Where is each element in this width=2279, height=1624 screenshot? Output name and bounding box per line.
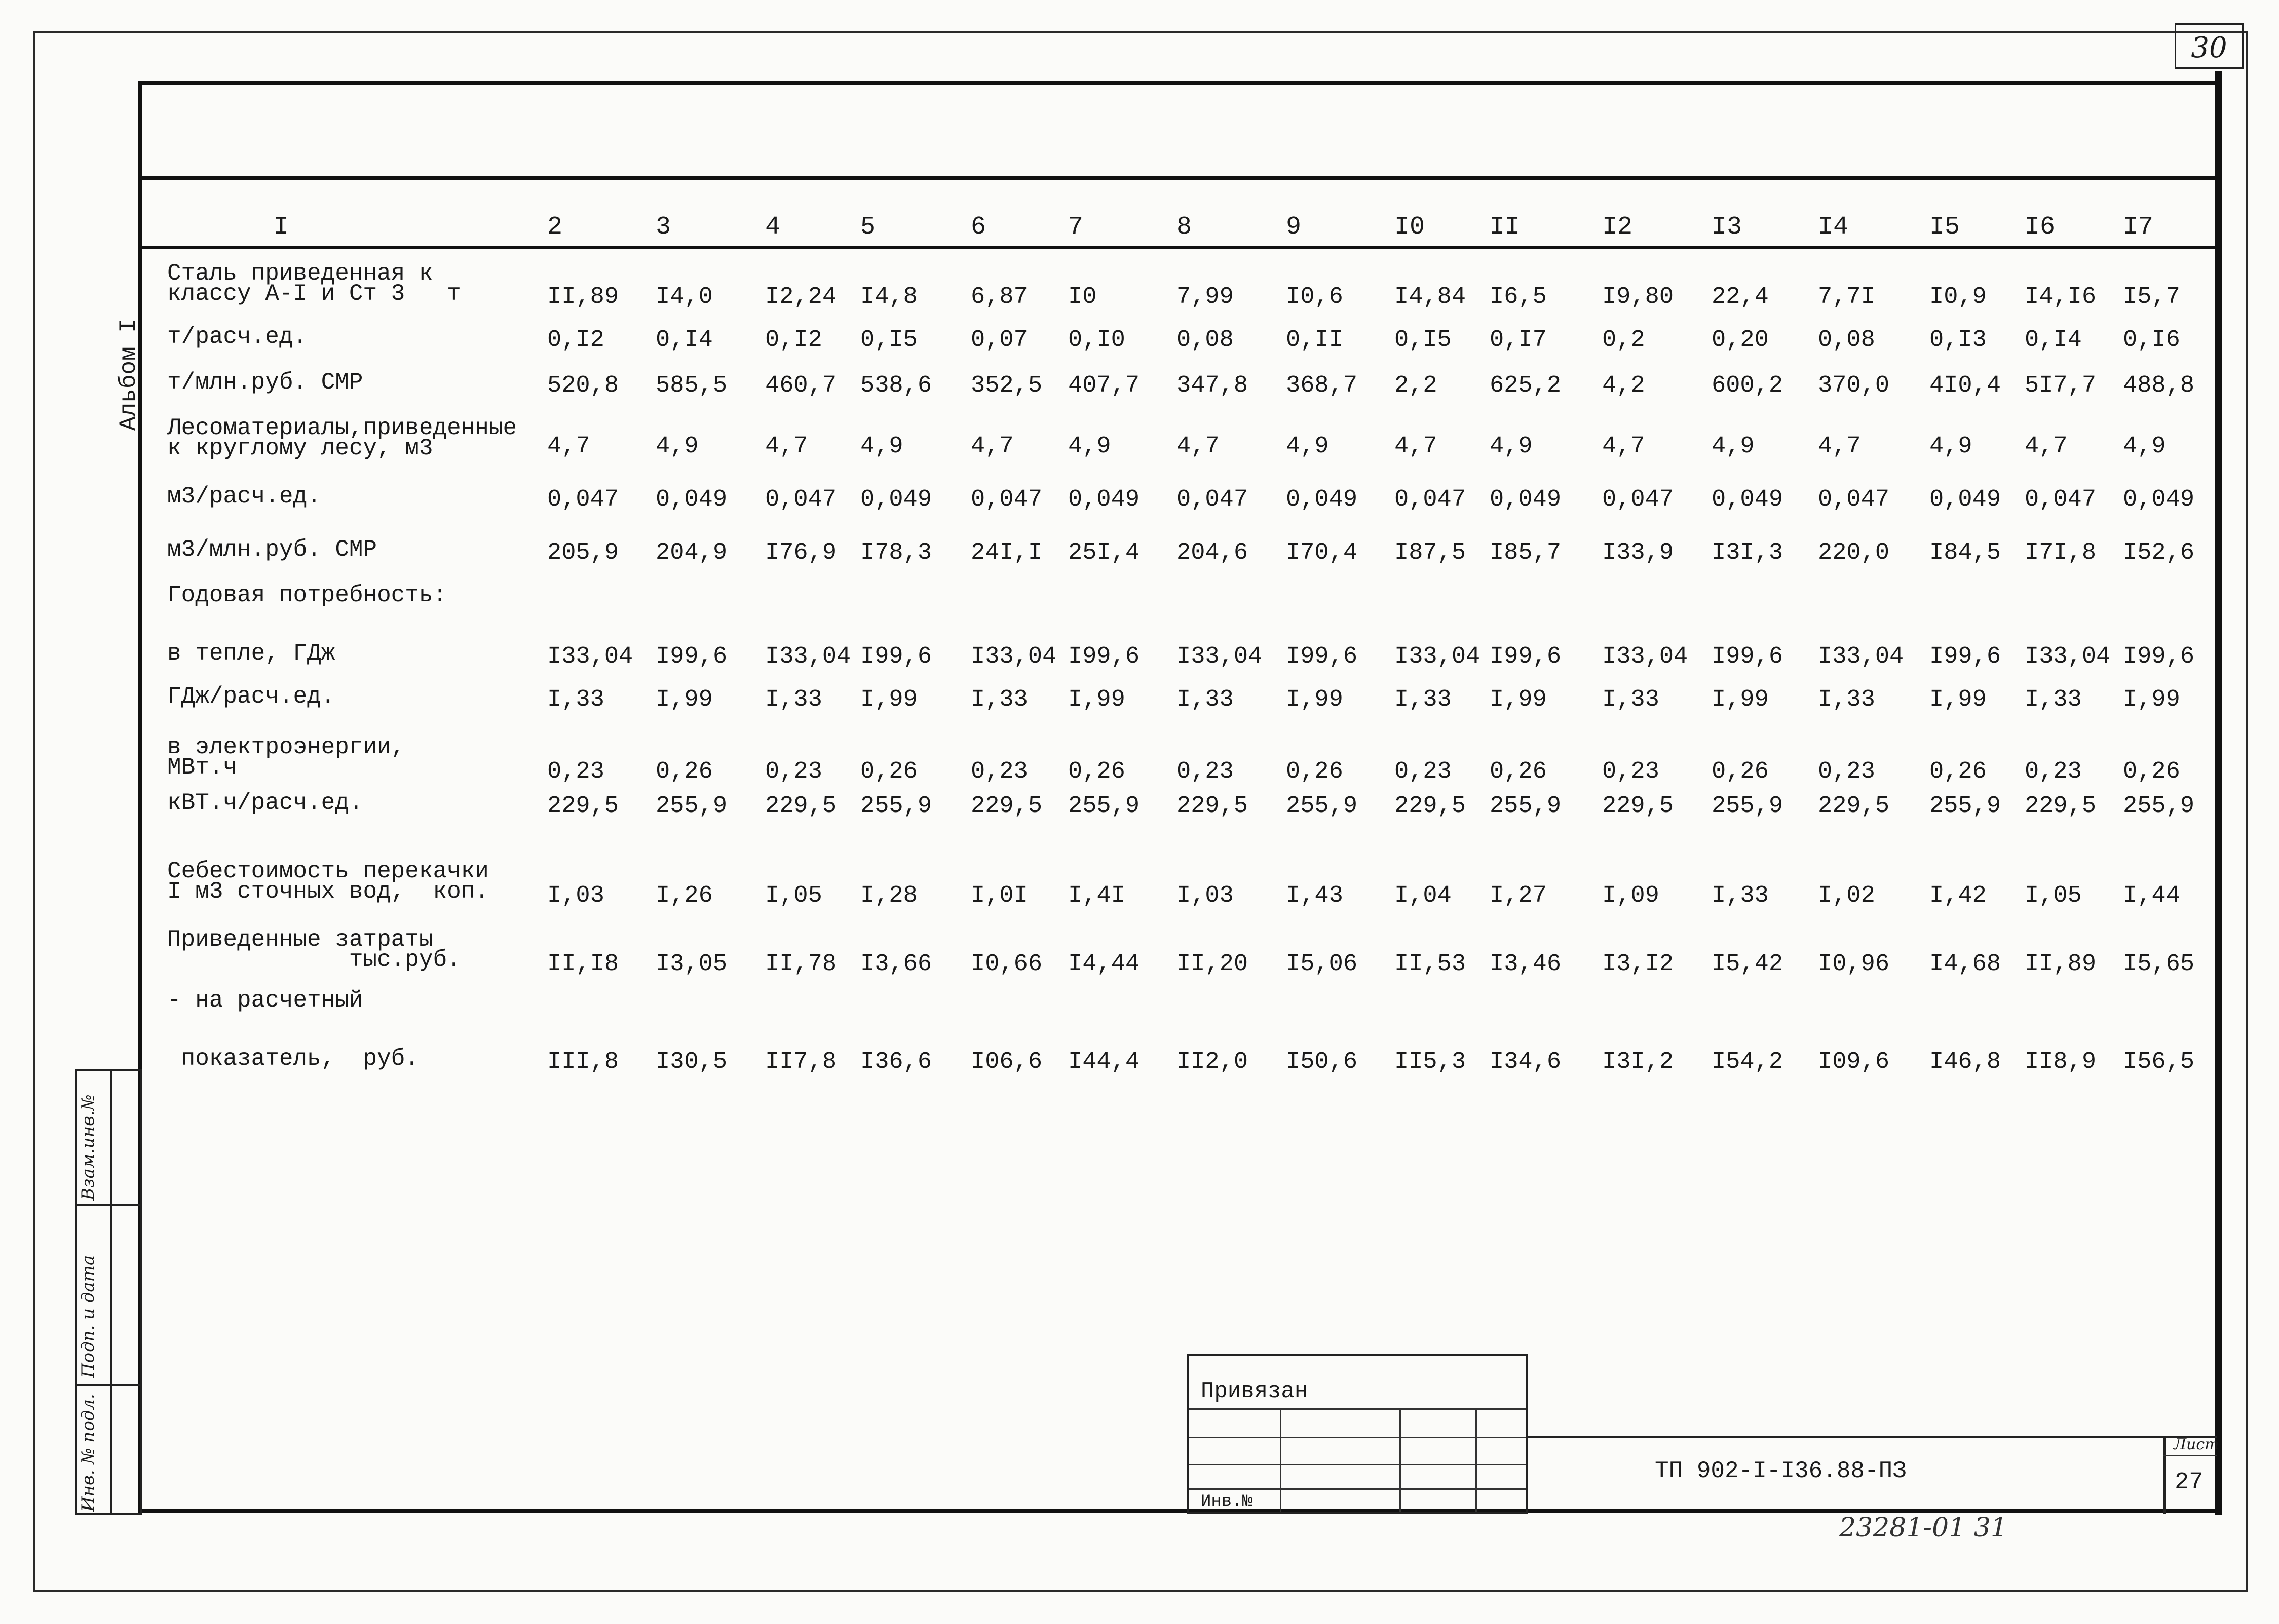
table-cell: 255,9 xyxy=(1068,793,1140,820)
table-cell: I5,06 xyxy=(1286,951,1358,978)
row-label: т/млн.руб. СМР xyxy=(167,369,363,396)
table-cell: I,33 xyxy=(1712,882,1769,909)
table-cell: I09,6 xyxy=(1818,1049,1890,1075)
table-cell: I,26 xyxy=(656,882,713,909)
table-cell: 0,049 xyxy=(2123,486,2195,513)
sheet-block-divider xyxy=(2163,1455,2217,1456)
table-cell: 229,5 xyxy=(2025,793,2097,820)
row-label: м3/расч.ед. xyxy=(167,483,321,510)
table-cell: 0,049 xyxy=(656,486,728,513)
row-label: показатель, руб. xyxy=(167,1046,419,1072)
table-cell: I76,9 xyxy=(765,539,837,566)
table-cell: 460,7 xyxy=(765,372,837,399)
sheet-label: Лист xyxy=(2174,1436,2219,1453)
table-cell: 0,26 xyxy=(1286,758,1343,785)
table-cell: 0,047 xyxy=(1818,486,1890,513)
table-cell: 0,08 xyxy=(1176,327,1234,354)
table-cell: I70,4 xyxy=(1286,539,1358,566)
table-cell: I5,65 xyxy=(2123,951,2195,978)
table-cell: I36,6 xyxy=(860,1049,932,1075)
table-cell: I99,6 xyxy=(1929,643,2001,670)
table-cell: 220,0 xyxy=(1818,539,1890,566)
table-cell: 0,047 xyxy=(1176,486,1248,513)
table-cell: 0,I4 xyxy=(2025,327,2082,354)
table-cell: I4,68 xyxy=(1929,951,2001,978)
table-cell: 205,9 xyxy=(547,539,619,566)
table-cell: 229,5 xyxy=(765,793,837,820)
column-header: 4 xyxy=(765,213,781,242)
row-label: в тепле, ГДж xyxy=(167,640,335,667)
column-header: I0 xyxy=(1394,213,1425,242)
privyazan-label: Привязан xyxy=(1201,1379,1308,1404)
table-cell: I99,6 xyxy=(656,643,728,670)
table-cell: 0,23 xyxy=(547,758,604,785)
table-cell: I0,9 xyxy=(1929,284,1987,311)
table-cell: 4,9 xyxy=(2123,433,2166,460)
table-cell: 0,2 xyxy=(1602,327,1645,354)
table-cell: I,43 xyxy=(1286,882,1343,909)
table-cell: II,89 xyxy=(547,284,619,311)
table-cell: I3,I2 xyxy=(1602,951,1674,978)
table-cell: I0,6 xyxy=(1286,284,1343,311)
table-cell: I84,5 xyxy=(1929,539,2001,566)
table-cell: I2,24 xyxy=(765,284,837,311)
table-cell: II,78 xyxy=(765,951,837,978)
table-cell: I34,6 xyxy=(1490,1049,1562,1075)
table-cell: 4,9 xyxy=(1929,433,1972,460)
table-cell: 6,87 xyxy=(971,284,1028,311)
table-cell: 538,6 xyxy=(860,372,932,399)
table-cell: I,99 xyxy=(2123,686,2180,713)
title-block-privyazan xyxy=(1187,1354,1528,1514)
table-cell: 0,047 xyxy=(765,486,837,513)
document-code: ТП 902-I-I36.88-ПЗ xyxy=(1655,1458,1907,1484)
table-cell: I56,5 xyxy=(2123,1049,2195,1075)
table-cell: I99,6 xyxy=(1068,643,1140,670)
table-cell: 4,9 xyxy=(1286,433,1329,460)
table-cell: I,27 xyxy=(1490,882,1547,909)
table-cell: I0 xyxy=(1068,284,1097,311)
column-header: 9 xyxy=(1286,213,1302,242)
table-cell: I33,04 xyxy=(1176,643,1263,670)
table-cell: 0,23 xyxy=(1394,758,1452,785)
table-cell: 0,08 xyxy=(1818,327,1875,354)
table-cell: I30,5 xyxy=(656,1049,728,1075)
table-cell: 0,049 xyxy=(860,486,932,513)
table-cell: 585,5 xyxy=(656,372,728,399)
table-cell: 0,I2 xyxy=(547,327,604,354)
table-cell: I3I,3 xyxy=(1712,539,1783,566)
table-cell: I99,6 xyxy=(1286,643,1358,670)
table-cell: I3,66 xyxy=(860,951,932,978)
table-cell: I46,8 xyxy=(1929,1049,2001,1075)
table-cell: I4,0 xyxy=(656,284,713,311)
table-cell: 0,26 xyxy=(1929,758,1987,785)
column-header: 6 xyxy=(971,213,986,242)
table-cell: 0,I4 xyxy=(656,327,713,354)
table-cell: I99,6 xyxy=(2123,643,2195,670)
table-cell: 2,2 xyxy=(1394,372,1437,399)
table-cell: 520,8 xyxy=(547,372,619,399)
table-cell: I06,6 xyxy=(971,1049,1043,1075)
table-cell: I44,4 xyxy=(1068,1049,1140,1075)
table-cell: I,99 xyxy=(1068,686,1125,713)
column-header: 2 xyxy=(547,213,563,242)
column-header: I7 xyxy=(2123,213,2154,242)
table-cell: 0,I3 xyxy=(1929,327,1987,354)
table-cell: 0,20 xyxy=(1712,327,1769,354)
table-cell: 0,26 xyxy=(2123,758,2180,785)
table-cell: I,03 xyxy=(547,882,604,909)
table-cell: 4,7 xyxy=(2025,433,2068,460)
stamp-inv-podl: Инв. № подл. xyxy=(78,1394,98,1512)
stamp-podp-data: Подп. и дата xyxy=(78,1255,98,1378)
table-cell: I,05 xyxy=(2025,882,2082,909)
table-cell: I33,9 xyxy=(1602,539,1674,566)
table-cell: 407,7 xyxy=(1068,372,1140,399)
table-cell: 0,I5 xyxy=(1394,327,1452,354)
table-cell: 22,4 xyxy=(1712,284,1769,311)
table-cell: II2,0 xyxy=(1176,1049,1248,1075)
row-label: кВТ.ч/расч.ед. xyxy=(167,790,363,816)
table-cell: I,33 xyxy=(547,686,604,713)
handwritten-archive-number: 23281-01 31 xyxy=(1839,1513,2007,1543)
table-cell: 24I,I xyxy=(971,539,1043,566)
table-cell: I3I,2 xyxy=(1602,1049,1674,1075)
table-cell: I0,66 xyxy=(971,951,1043,978)
column-header: I5 xyxy=(1929,213,1960,242)
table-cell: 0,049 xyxy=(1712,486,1783,513)
table-cell: 255,9 xyxy=(1929,793,2001,820)
table-cell: I,99 xyxy=(1929,686,1987,713)
table-cell: 4,7 xyxy=(1818,433,1861,460)
table-cell: 229,5 xyxy=(971,793,1043,820)
table-cell: 0,047 xyxy=(1394,486,1466,513)
table-cell: 0,23 xyxy=(971,758,1028,785)
table-cell: 0,047 xyxy=(1602,486,1674,513)
table-cell: 255,9 xyxy=(1712,793,1783,820)
table-cell: 0,23 xyxy=(1602,758,1659,785)
table-cell: 0,049 xyxy=(1068,486,1140,513)
table-cell: 352,5 xyxy=(971,372,1043,399)
table-cell: I,99 xyxy=(1712,686,1769,713)
table-cell: 255,9 xyxy=(1490,793,1562,820)
table-cell: I,28 xyxy=(860,882,918,909)
table-cell: II,53 xyxy=(1394,951,1466,978)
table-cell: I33,04 xyxy=(2025,643,2111,670)
table-cell: I,99 xyxy=(1286,686,1343,713)
table-cell: I,02 xyxy=(1818,882,1875,909)
table-cell: 4,7 xyxy=(547,433,590,460)
table-cell: 0,26 xyxy=(860,758,918,785)
table-cell: 4,2 xyxy=(1602,372,1645,399)
table-cell: 0,23 xyxy=(765,758,822,785)
table-cell: I4,84 xyxy=(1394,284,1466,311)
table-cell: I3,46 xyxy=(1490,951,1562,978)
table-cell: 0,I2 xyxy=(765,327,822,354)
table-header-separator xyxy=(142,246,2217,249)
table-cell: 5I7,7 xyxy=(2025,372,2097,399)
table-cell: 625,2 xyxy=(1490,372,1562,399)
table-cell: 229,5 xyxy=(1602,793,1674,820)
column-header: I2 xyxy=(1602,213,1633,242)
column-header: 3 xyxy=(656,213,671,242)
table-cell: I,09 xyxy=(1602,882,1659,909)
table-cell: I,42 xyxy=(1929,882,1987,909)
table-cell: I,99 xyxy=(656,686,713,713)
table-cell: I52,6 xyxy=(2123,539,2195,566)
table-cell: I3,05 xyxy=(656,951,728,978)
row-label: - на расчетный xyxy=(167,987,363,1014)
column-header: I xyxy=(274,213,289,242)
table-cell: III,8 xyxy=(547,1049,619,1075)
table-cell: I,33 xyxy=(1394,686,1452,713)
table-cell: 0,047 xyxy=(971,486,1043,513)
table-cell: I,99 xyxy=(1490,686,1547,713)
table-cell: II5,3 xyxy=(1394,1049,1466,1075)
table-cell: I33,04 xyxy=(547,643,633,670)
table-cell: I,33 xyxy=(1176,686,1234,713)
table-cell: 0,049 xyxy=(1286,486,1358,513)
table-cell: 0,049 xyxy=(1490,486,1562,513)
table-cell: 368,7 xyxy=(1286,372,1358,399)
table-cell: I,0I xyxy=(971,882,1028,909)
stamp-vzam-inv: Взам.инв.№ xyxy=(78,1094,98,1201)
table-cell: 4,7 xyxy=(1602,433,1645,460)
table-cell: 600,2 xyxy=(1712,372,1783,399)
table-cell: I,44 xyxy=(2123,882,2180,909)
table-cell: 204,6 xyxy=(1176,539,1248,566)
table-cell: 7,7I xyxy=(1818,284,1875,311)
table-cell: 0,23 xyxy=(1176,758,1234,785)
table-cell: I33,04 xyxy=(1394,643,1480,670)
column-header: I3 xyxy=(1712,213,1742,242)
row-label: Годовая потребность: xyxy=(167,582,447,608)
table-cell: I,03 xyxy=(1176,882,1234,909)
table-cell: 4,7 xyxy=(1394,433,1437,460)
table-cell: 229,5 xyxy=(1818,793,1890,820)
table-cell: 4,7 xyxy=(765,433,808,460)
table-cell: 255,9 xyxy=(656,793,728,820)
table-cell: 0,26 xyxy=(1490,758,1547,785)
table-cell: II,I8 xyxy=(547,951,619,978)
table-cell: I,33 xyxy=(765,686,822,713)
table-cell: II7,8 xyxy=(765,1049,837,1075)
table-cell: I6,5 xyxy=(1490,284,1547,311)
table-cell: I33,04 xyxy=(971,643,1057,670)
table-cell: I,4I xyxy=(1068,882,1125,909)
table-cell: I,04 xyxy=(1394,882,1452,909)
table-cell: I,05 xyxy=(765,882,822,909)
table-cell: 229,5 xyxy=(1394,793,1466,820)
column-header: 7 xyxy=(1068,213,1084,242)
row-label: в электроэнергии, МВт.ч xyxy=(167,734,405,781)
table-cell: 0,I0 xyxy=(1068,327,1125,354)
table-cell: 4,9 xyxy=(860,433,903,460)
table-cell: 229,5 xyxy=(547,793,619,820)
column-header: 5 xyxy=(860,213,876,242)
row-label: Сталь приведенная к классу А-I и Ст 3 т xyxy=(167,260,461,307)
table-cell: I5,7 xyxy=(2123,284,2180,311)
column-header: 8 xyxy=(1176,213,1192,242)
table-cell: 0,26 xyxy=(1068,758,1125,785)
table-cell: 0,26 xyxy=(1712,758,1769,785)
table-cell: 4,9 xyxy=(1068,433,1111,460)
table-cell: 255,9 xyxy=(1286,793,1358,820)
inv-label: Инв.№ xyxy=(1201,1492,1253,1512)
table-cell: 0,07 xyxy=(971,327,1028,354)
table-cell: 4,9 xyxy=(1490,433,1533,460)
table-cell: I9,80 xyxy=(1602,284,1674,311)
table-cell: 0,23 xyxy=(2025,758,2082,785)
table-cell: I,33 xyxy=(1818,686,1875,713)
table-cell: 25I,4 xyxy=(1068,539,1140,566)
table-cell: 255,9 xyxy=(860,793,932,820)
row-label: т/расч.ед. xyxy=(167,324,308,350)
table-cell: I99,6 xyxy=(1490,643,1562,670)
table-cell: I78,3 xyxy=(860,539,932,566)
table-cell: 0,II xyxy=(1286,327,1343,354)
table-cell: I33,04 xyxy=(1818,643,1904,670)
table-cell: 0,047 xyxy=(2025,486,2097,513)
table-cell: 370,0 xyxy=(1818,372,1890,399)
page-number: 30 xyxy=(2191,31,2227,64)
table-cell: II,89 xyxy=(2025,951,2097,978)
table-cell: I4,I6 xyxy=(2025,284,2097,311)
table-cell: I,33 xyxy=(971,686,1028,713)
table-cell: I87,5 xyxy=(1394,539,1466,566)
table-cell: 4,9 xyxy=(656,433,699,460)
sheet-number: 27 xyxy=(2175,1469,2204,1496)
table-cell: 7,99 xyxy=(1176,284,1234,311)
row-label: Лесоматериалы,приведенные к круглому лесу, м3 xyxy=(167,415,517,461)
table-cell: 488,8 xyxy=(2123,372,2195,399)
column-header: II xyxy=(1490,213,1521,242)
row-label: Приведенные затраты тыс.руб. xyxy=(167,926,461,973)
table-cell: 4I0,4 xyxy=(1929,372,2001,399)
table-cell: I85,7 xyxy=(1490,539,1562,566)
table-cell: 347,8 xyxy=(1176,372,1248,399)
table-cell: I4,8 xyxy=(860,284,918,311)
row-label: Себестоимость перекачки I м3 сточных вод, коп. xyxy=(167,858,489,905)
table-cell: 4,7 xyxy=(971,433,1014,460)
table-cell: 4,7 xyxy=(1176,433,1220,460)
column-header: I6 xyxy=(2025,213,2056,242)
table-cell: 255,9 xyxy=(2123,793,2195,820)
table-cell: 0,047 xyxy=(547,486,619,513)
table-cell: 0,I7 xyxy=(1490,327,1547,354)
table-cell: I50,6 xyxy=(1286,1049,1358,1075)
table-cell: II8,9 xyxy=(2025,1049,2097,1075)
table-cell: 0,I5 xyxy=(860,327,918,354)
table-cell: 0,049 xyxy=(1929,486,2001,513)
table-cell: I,99 xyxy=(860,686,918,713)
table-cell: I99,6 xyxy=(1712,643,1783,670)
column-header: I4 xyxy=(1818,213,1849,242)
table-cell: I7I,8 xyxy=(2025,539,2097,566)
table-cell: I54,2 xyxy=(1712,1049,1783,1075)
table-cell: 0,23 xyxy=(1818,758,1875,785)
table-cell: 4,9 xyxy=(1712,433,1755,460)
table-cell: 0,I6 xyxy=(2123,327,2180,354)
table-cell: 204,9 xyxy=(656,539,728,566)
table-cell: 0,26 xyxy=(656,758,713,785)
table-cell: I4,44 xyxy=(1068,951,1140,978)
frame-right-edge xyxy=(2215,71,2222,1515)
table-cell: I0,96 xyxy=(1818,951,1890,978)
table-cell: I33,04 xyxy=(765,643,851,670)
table-cell: I33,04 xyxy=(1602,643,1688,670)
table-cell: I5,42 xyxy=(1712,951,1783,978)
row-label: м3/млн.руб. СМР xyxy=(167,536,377,563)
table-cell: 229,5 xyxy=(1176,793,1248,820)
table-cell: I,33 xyxy=(2025,686,2082,713)
album-label: Альбом I xyxy=(116,319,142,431)
table-cell: I99,6 xyxy=(860,643,932,670)
table-cell: I,33 xyxy=(1602,686,1659,713)
table-cell: II,20 xyxy=(1176,951,1248,978)
header-band-line xyxy=(142,176,2217,180)
row-label: ГДж/расч.ед. xyxy=(167,683,335,710)
